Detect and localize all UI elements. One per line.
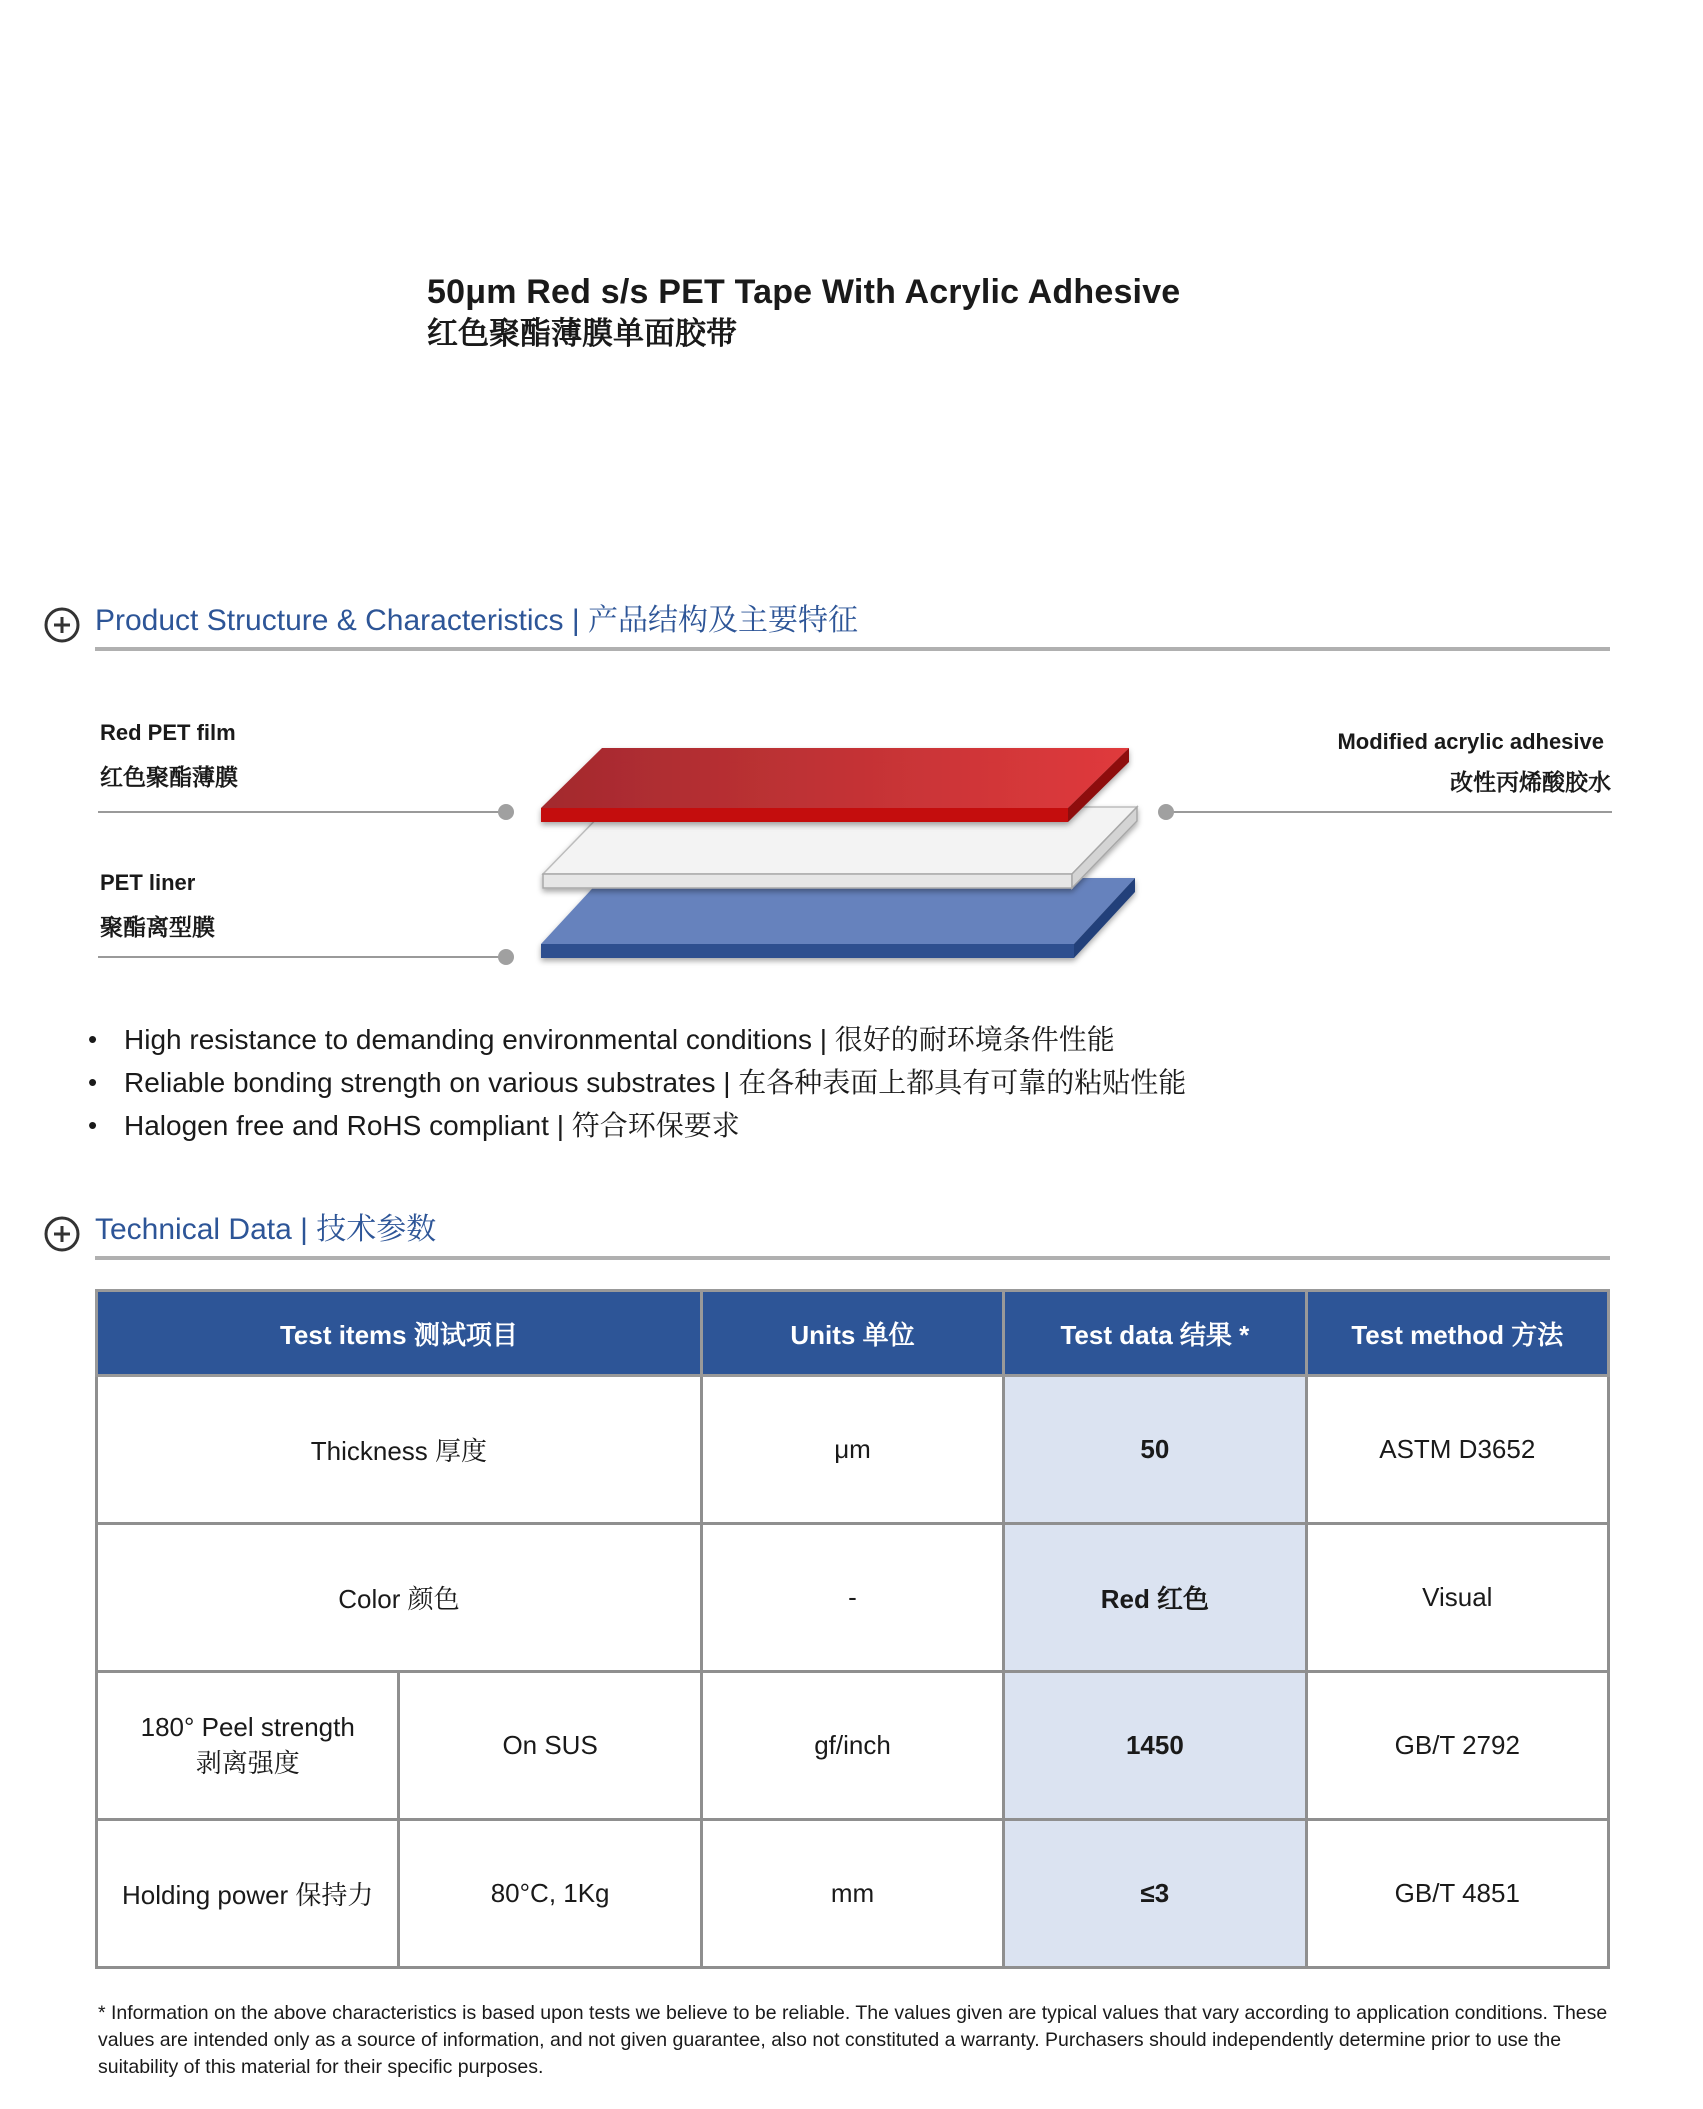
section-header-structure <box>44 597 1610 649</box>
col-header-units: Units 单位 <box>701 1291 1003 1376</box>
plus-circle-icon <box>44 607 80 643</box>
page-title: 50μm Red s/s PET Tape With Acrylic Adhesive <box>427 273 1181 311</box>
table-header-row <box>97 1291 1609 1376</box>
layer-film <box>541 748 1129 822</box>
cell-unit: gf/inch <box>701 1672 1003 1820</box>
title-block <box>427 270 1180 354</box>
section-title-technical: Technical Data | 技术参数 <box>95 1213 437 1246</box>
table-row <box>97 1376 1609 1524</box>
col-header-items: Test items 测试项目 <box>97 1291 702 1376</box>
cell-unit: μm <box>701 1376 1003 1524</box>
leader-line-film <box>98 804 514 820</box>
cell-item: Color 颜色 <box>97 1524 702 1672</box>
label-adhesive-en: Modified acrylic adhesive <box>1337 729 1604 754</box>
cell-item: Thickness 厚度 <box>97 1376 702 1524</box>
list-item: • High resistance to demanding environmental conditions | 很好的耐环境条件性能 <box>88 1018 1186 1061</box>
cell-unit: - <box>701 1524 1003 1672</box>
list-item: • Reliable bonding strength on various substrates | 在各种表面上都具有可靠的粘贴性能 <box>88 1061 1186 1104</box>
label-liner-en: PET liner <box>100 870 196 895</box>
cell-method: GB/T 2792 <box>1306 1672 1608 1820</box>
label-film-cn: 红色聚酯薄膜 <box>100 764 238 790</box>
section-title-structure: Product Structure & Characteristics | 产品结构及主要特征 <box>95 604 858 637</box>
technical-data-table <box>95 1289 1610 1969</box>
page-subtitle-cn: 红色聚酯薄膜单面胶带 <box>427 316 737 351</box>
section-divider <box>95 647 1610 651</box>
cell-value: Red 红色 <box>1004 1524 1306 1672</box>
table-row <box>97 1524 1609 1672</box>
cell-unit: mm <box>701 1820 1003 1968</box>
cell-condition: On SUS <box>399 1672 701 1820</box>
col-header-data: Test data 结果 * <box>1004 1291 1306 1376</box>
footnote: * Information on the above characteristics is based upon tests we believe to be reliable. The values given are typical values that vary according to application conditions. These values are intended only as a source of information, and not given guarantee, also not constituted a warranty. Purchasers should independently determine prior to use the suitability of this material for their specific purposes. <box>98 2002 1608 2078</box>
cell-condition: 80°C, 1Kg <box>399 1820 701 1968</box>
label-adhesive-cn: 改性丙烯酸胶水 <box>1450 769 1611 795</box>
layer-illustration <box>0 700 1703 990</box>
cell-value: 50 <box>1004 1376 1306 1524</box>
plus-circle-icon <box>44 1216 80 1252</box>
cell-method: GB/T 4851 <box>1306 1820 1608 1968</box>
feature-list <box>88 1018 1186 1147</box>
leader-line-liner <box>98 949 514 965</box>
cell-item-cn: 剥离强度 <box>195 1747 300 1778</box>
layer-liner <box>541 878 1135 958</box>
table-row <box>97 1820 1609 1968</box>
cell-item: Holding power 保持力 <box>97 1820 399 1968</box>
cell-item <box>97 1672 399 1820</box>
label-film-en: Red PET film <box>100 720 236 745</box>
cell-method: ASTM D3652 <box>1306 1376 1608 1524</box>
list-item: • Halogen free and RoHS compliant | 符合环保要求 <box>88 1104 1186 1147</box>
section-divider <box>95 1256 1610 1260</box>
cell-method: Visual <box>1306 1524 1608 1672</box>
col-header-method: Test method 方法 <box>1306 1291 1608 1376</box>
table-row <box>97 1672 1609 1820</box>
cell-value: ≤3 <box>1004 1820 1306 1968</box>
cell-item-en: 180° Peel strength <box>140 1711 355 1742</box>
label-liner-cn: 聚酯离型膜 <box>100 914 215 940</box>
section-header-technical <box>44 1206 1610 1258</box>
cell-value: 1450 <box>1004 1672 1306 1820</box>
leader-line-adhesive <box>1158 804 1612 820</box>
structure-diagram <box>0 700 1703 990</box>
